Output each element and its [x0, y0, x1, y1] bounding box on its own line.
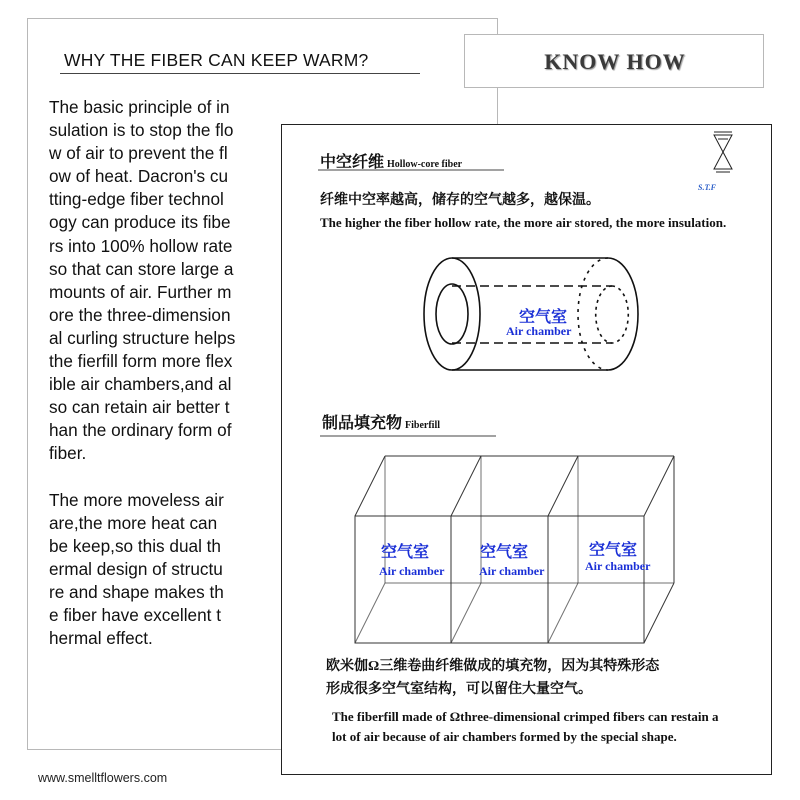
body-line: sulation is to stop the flo [49, 120, 234, 141]
body-line: be keep,so this dual th [49, 535, 221, 556]
body-line: ore the three-dimension [49, 304, 231, 325]
hollow-fiber-title-en: Hollow-core fiber [387, 159, 463, 170]
air-chamber-label-cn: 空气室 [480, 544, 529, 561]
body-line: The basic principle of in [49, 97, 230, 117]
body-line: re and shape makes th [49, 581, 224, 602]
air-chamber-label-cn: 空气室 [589, 542, 638, 559]
body-line: so that can store large a [49, 258, 234, 279]
body-line: al curling structure helps [49, 327, 236, 348]
fiberfill-note-cn [326, 655, 659, 701]
note-line: lot of air because of air chambers formed by the special shape. [332, 729, 677, 744]
body-line: ow of heat. Dacron's cu [49, 166, 229, 187]
stf-logo-text: S.T.F [698, 183, 716, 192]
hollow-fiber-title-cn: 中空纤维 [320, 154, 385, 171]
website-url[interactable]: www.smelltflowers.com [38, 771, 168, 785]
body-line: The more moveless air [49, 489, 224, 510]
body-line: w of air to prevent the fl [49, 143, 228, 164]
body-line: rs into 100% hollow rate [49, 235, 233, 256]
fiberfill-title-cn: 制品填充物 [322, 415, 403, 432]
note-line: 形成很多空气室结构，可以留住大量空气。 [326, 682, 592, 697]
body-line: ible air chambers,and al [49, 374, 232, 395]
body-line: hermal effect. [49, 628, 153, 649]
air-chamber-label-cn: 空气室 [519, 309, 568, 326]
title-underline [60, 73, 420, 74]
body-line: the fierfill form more flex [49, 351, 233, 372]
know-how-banner [464, 34, 764, 88]
fiberfill-note-en [332, 707, 719, 747]
fiberfill-title-en: Fiberfill [405, 420, 441, 431]
stf-logo-icon [714, 132, 732, 172]
hollow-fiber-heading [320, 149, 462, 172]
fiber-diagram [281, 124, 772, 775]
fiberfill-heading [322, 410, 440, 433]
body-line: mounts of air. Further m [49, 281, 232, 302]
note-line: 欧米伽Ω三维卷曲纤维做成的填充物，因为其特殊形态 [326, 659, 660, 674]
air-chamber-label-en: Air chamber [585, 559, 651, 573]
body-line: so can retain air better t [49, 397, 230, 418]
section-title: WHY THE FIBER CAN KEEP WARM? [64, 50, 369, 70]
body-line: han the ordinary form of [49, 420, 232, 441]
body-line: ogy can produce its fibe [49, 212, 231, 233]
note-line: The fiberfill made of Ωthree-dimensional crimped fibers can restain a [332, 709, 719, 724]
paragraph-gap [49, 466, 264, 489]
body-text [49, 96, 264, 650]
air-chamber-label-en: Air chamber [506, 324, 572, 338]
air-chamber-label-en: Air chamber [479, 564, 545, 578]
body-line: fiber. [49, 443, 87, 464]
body-line: ermal design of structu [49, 558, 223, 579]
know-how-label: KNOW HOW [544, 49, 686, 74]
body-line: e fiber have excellent t [49, 605, 221, 626]
body-line: tting-edge fiber technol [49, 189, 224, 210]
hollow-fiber-note-cn: 纤维中空率越高，储存的空气越多，越保温。 [320, 193, 600, 208]
hollow-fiber-note-en: The higher the fiber hollow rate, the more air stored, the more insulation. [320, 215, 727, 230]
air-chamber-label-en: Air chamber [379, 564, 445, 578]
air-chamber-label-cn: 空气室 [381, 544, 430, 561]
body-line: are,the more heat can [49, 512, 218, 533]
